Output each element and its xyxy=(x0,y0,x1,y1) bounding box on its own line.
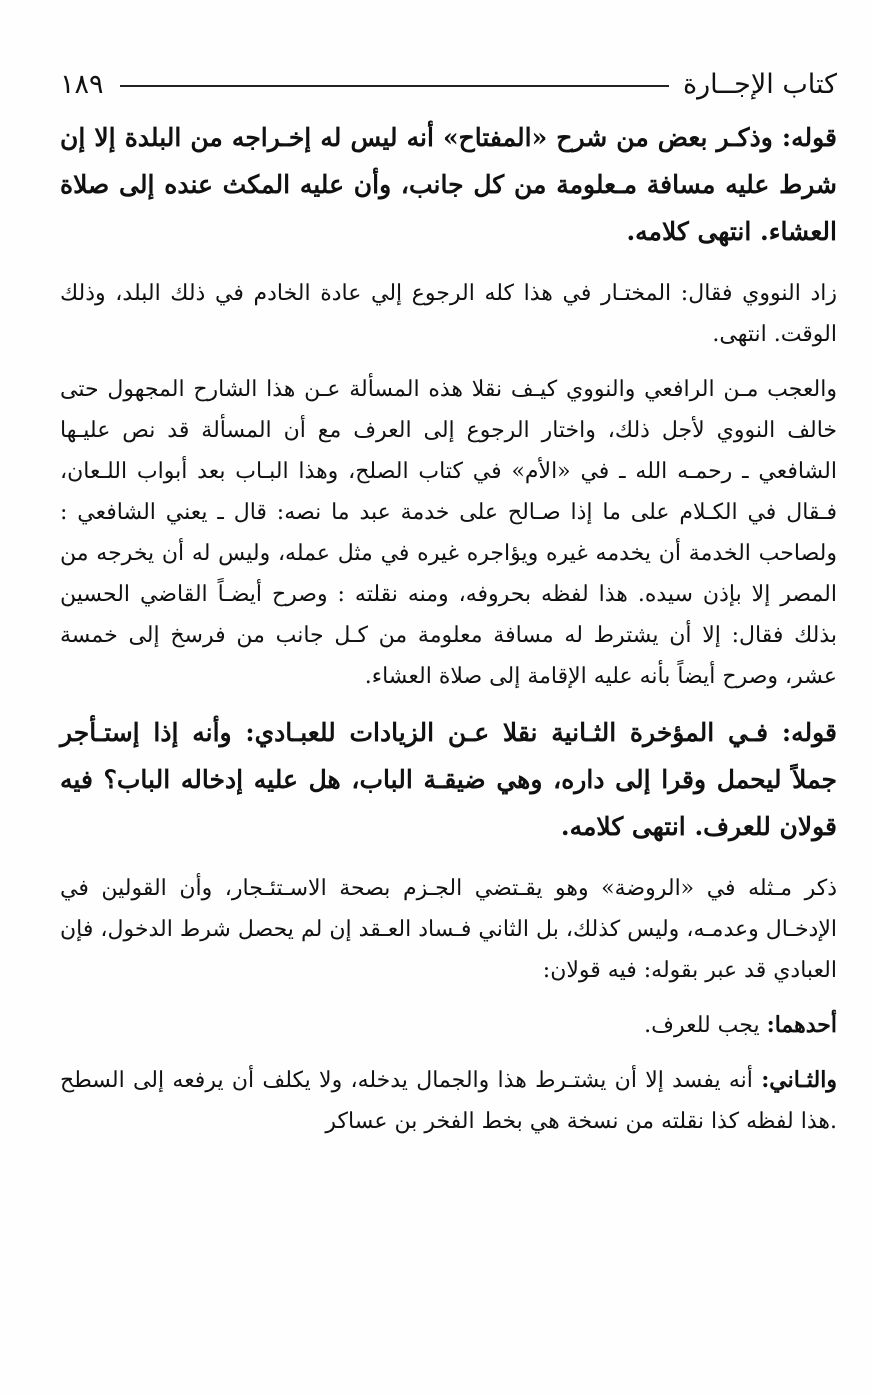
paragraph-quote-2 xyxy=(60,709,837,850)
paragraph-text: ذكر مـثله في «الروضة» وهو يقـتضي الجـزم بصحة الاسـتئـجار، وأن القولين في الإدخـال وعدمـه، وليس كذلك، بل الثاني فـساد العـقد إن لم يحصل شرط الدخول، فإن العبادي قد عبر بقوله: فيه قولان: xyxy=(60,876,837,983)
opinion-label: أحدهما: xyxy=(766,1012,837,1038)
running-header xyxy=(60,60,837,108)
paragraph-text: أنه يفسد إلا أن يشتـرط هذا والجمال يدخله، ولا يكلف أن يرفعه إلى السطح .هذا لفظه كذا نقلته من نسخة هي بخط الفخر بن عساكر xyxy=(60,1068,837,1134)
header-rule xyxy=(120,85,669,87)
paragraph-text: قوله: فـي المؤخرة الثـانية نقلا عـن الزيادات للعبـادي: وأنه إذا إستـأجر جملاً ليحمل وقرا إلى داره، وهي ضيقـة الباب، هل عليه إدخاله الباب؟ فيه قولان للعرف. انتهى كلامه. xyxy=(60,718,837,841)
paragraph-text: يجب للعرف. xyxy=(644,1013,767,1038)
page-number: ١٨٩ xyxy=(60,68,104,100)
paragraph-commentary-1 xyxy=(60,273,837,355)
opinion-label: والثـاني: xyxy=(761,1067,837,1093)
paragraph-first-opinion xyxy=(60,1005,837,1046)
paragraph-text: زاد النووي فقال: المختـار في هذا كله الرجوع إلي عادة الخادم في ذلك البلد، وذلك الوقت. انتهى. xyxy=(60,281,838,347)
paragraph-text: والعجب مـن الرافعي والنووي كيـف نقلا هذه المسألة عـن هذا الشارح المجهول حتى خالف النووي لأجل ذلك، واختار الرجوع إلى العرف مع أن المسألة قد نص عليـها الشافعي ـ رحمـه الله ـ في «الأم» في كتاب الصلح، وهذا البـاب بعد أبواب اللـعان، فـقال في الكـلام على ما إذا صـالح على خدمة عبد ما نصه: قال ـ يعني الشافعي : ولصاحب الخدمة أن يخدمه غيره ويؤاجره غيره في مثل عمله، وليس له أن يخرجه من المصر إلا بإذن سيده. هذا لفظه بحروفه، ومنه نقلته : وصرح أيضـاً القاضي الحسين بذلك فقال: إلا أن يشترط له مسافة معلومة من كـل جانب من فرسخ إلى خمسة عشر، وصرح أيضاً بأنه عليه الإقامة إلى صلاة العشاء. xyxy=(60,377,837,689)
running-title: كتاب الإجــارة xyxy=(682,68,837,100)
paragraph-commentary-2 xyxy=(60,369,837,697)
paragraph-text: قوله: وذكـر بعض من شرح «المفتاح» أنه ليس له إخـراجه من البلدة إلا إن شرط عليه مسافة مـعلومة من كل جانب، وأن عليه المكث عنده إلى صلاة العشاء. انتهى كلامه. xyxy=(60,123,837,246)
paragraph-second-opinion xyxy=(60,1060,837,1142)
paragraph-commentary-3 xyxy=(60,868,837,991)
paragraph-quote-1 xyxy=(60,114,837,255)
